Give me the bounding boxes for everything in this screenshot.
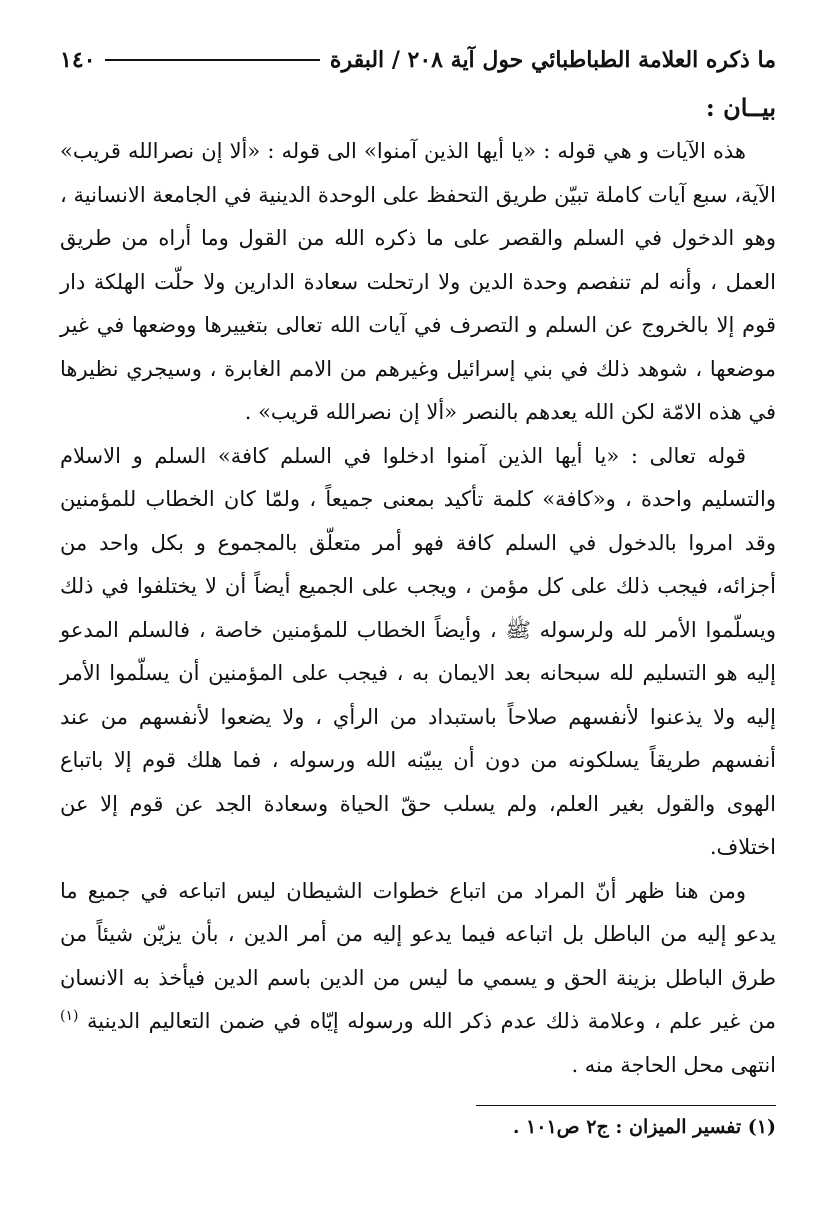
- body-text: [60, 130, 776, 1087]
- paragraph-3-text: ومن هنا ظهر أنّ المراد من اتباع خطوات الشيطان ليس اتباعه في جميع ما يدعو إليه من الباطل بل اتباعه فيما يدعو إليه من أمر الدين ، بأن يزيّن شيئاً من طرق الباطل بزينة الحق و يسمي ما ليس من الدين باسم الدين فيأخذ به الانسان من غير علم ، وعلامة ذلك عدم ذكر الله ورسوله إيّاه في ضمن التعاليم الدينية: [60, 878, 776, 1033]
- footnote: (١) تفسير الميزان : ج٢ ص١٠١ .: [512, 1116, 776, 1138]
- footnote-marker: (١): [60, 1008, 79, 1024]
- page-number: ١٤٠: [60, 47, 96, 73]
- document-page: [60, 40, 776, 1180]
- running-header: [60, 40, 776, 80]
- paragraph-1: هذه الآيات و هي قوله : «يا أيها الذين آمنوا» الى قوله : «ألا إن نصرالله قريب» الآية، سبع آيات كاملة تبيّن طريق التحفظ على الوحدة الدينية في الجامعة الانسانية ، وهو الدخول في السلم والقصر على ما ذكره الله من القول وما أراه من طريق العمل ، وأنه لم تنفصم وحدة الدين ولا ارتحلت سعادة الدارين ولا حلّت الهلكة دار قوم إلا بالخروج عن السلم و التصرف في آيات الله تعالى بتغييرها ووضعها في غير موضعها ، شوهد ذلك في بني إسرائيل وغيرهم من الامم الغابرة ، وسيجري نظيرها في هذه الامّة لكن الله يعدهم بالنصر «ألا إن نصرالله قريب» .: [60, 139, 776, 424]
- footnote-rule: [476, 1105, 776, 1106]
- header-rule: [105, 59, 319, 61]
- paragraph-2: قوله تعالى : «يا أيها الذين آمنوا ادخلوا في السلم كافة» السلم و الاسلام والتسليم واحدة ، و«كافة» كلمة تأكيد بمعنى جميعاً ، ولمّا كان الخطاب للمؤمنين وقد امروا بالدخول في السلم كافة فهو أمر متعلّق بالمجموع و بكل واحد من أجزائه، فيجب ذلك على كل مؤمن ، ويجب على الجميع أيضاً أن لا يختلفوا في ذلك ويسلّموا الأمر لله ولرسوله ﷺ ، وأيضاً الخطاب للمؤمنين خاصة ، فالسلم المدعو إليه هو التسليم لله سبحانه بعد الايمان به ، فيجب على المؤمنين أن يسلّموا الأمر إليه ولا يذعنوا لأنفسهم صلاحاً باستبداد من الرأي ، ولا يضعوا لأنفسهم من عند أنفسهم طريقاً يسلكونه من دون أن يبيّنه الله ورسوله ، فما هلك قوم إلا باتباع الهوى والقول بغير العلم، ولم يسلب حقّ الحياة وسعادة الجد عن قوم إلا عن اختلاف.: [60, 443, 776, 859]
- paragraph-3: [60, 870, 776, 1088]
- header-title: ما ذكره العلامة الطباطبائي حول آية ٢٠٨ / البقرة: [329, 47, 776, 73]
- section-heading: بيــان :: [705, 93, 776, 122]
- paragraph-3-ending: انتهى محل الحاجة منه .: [571, 1052, 776, 1077]
